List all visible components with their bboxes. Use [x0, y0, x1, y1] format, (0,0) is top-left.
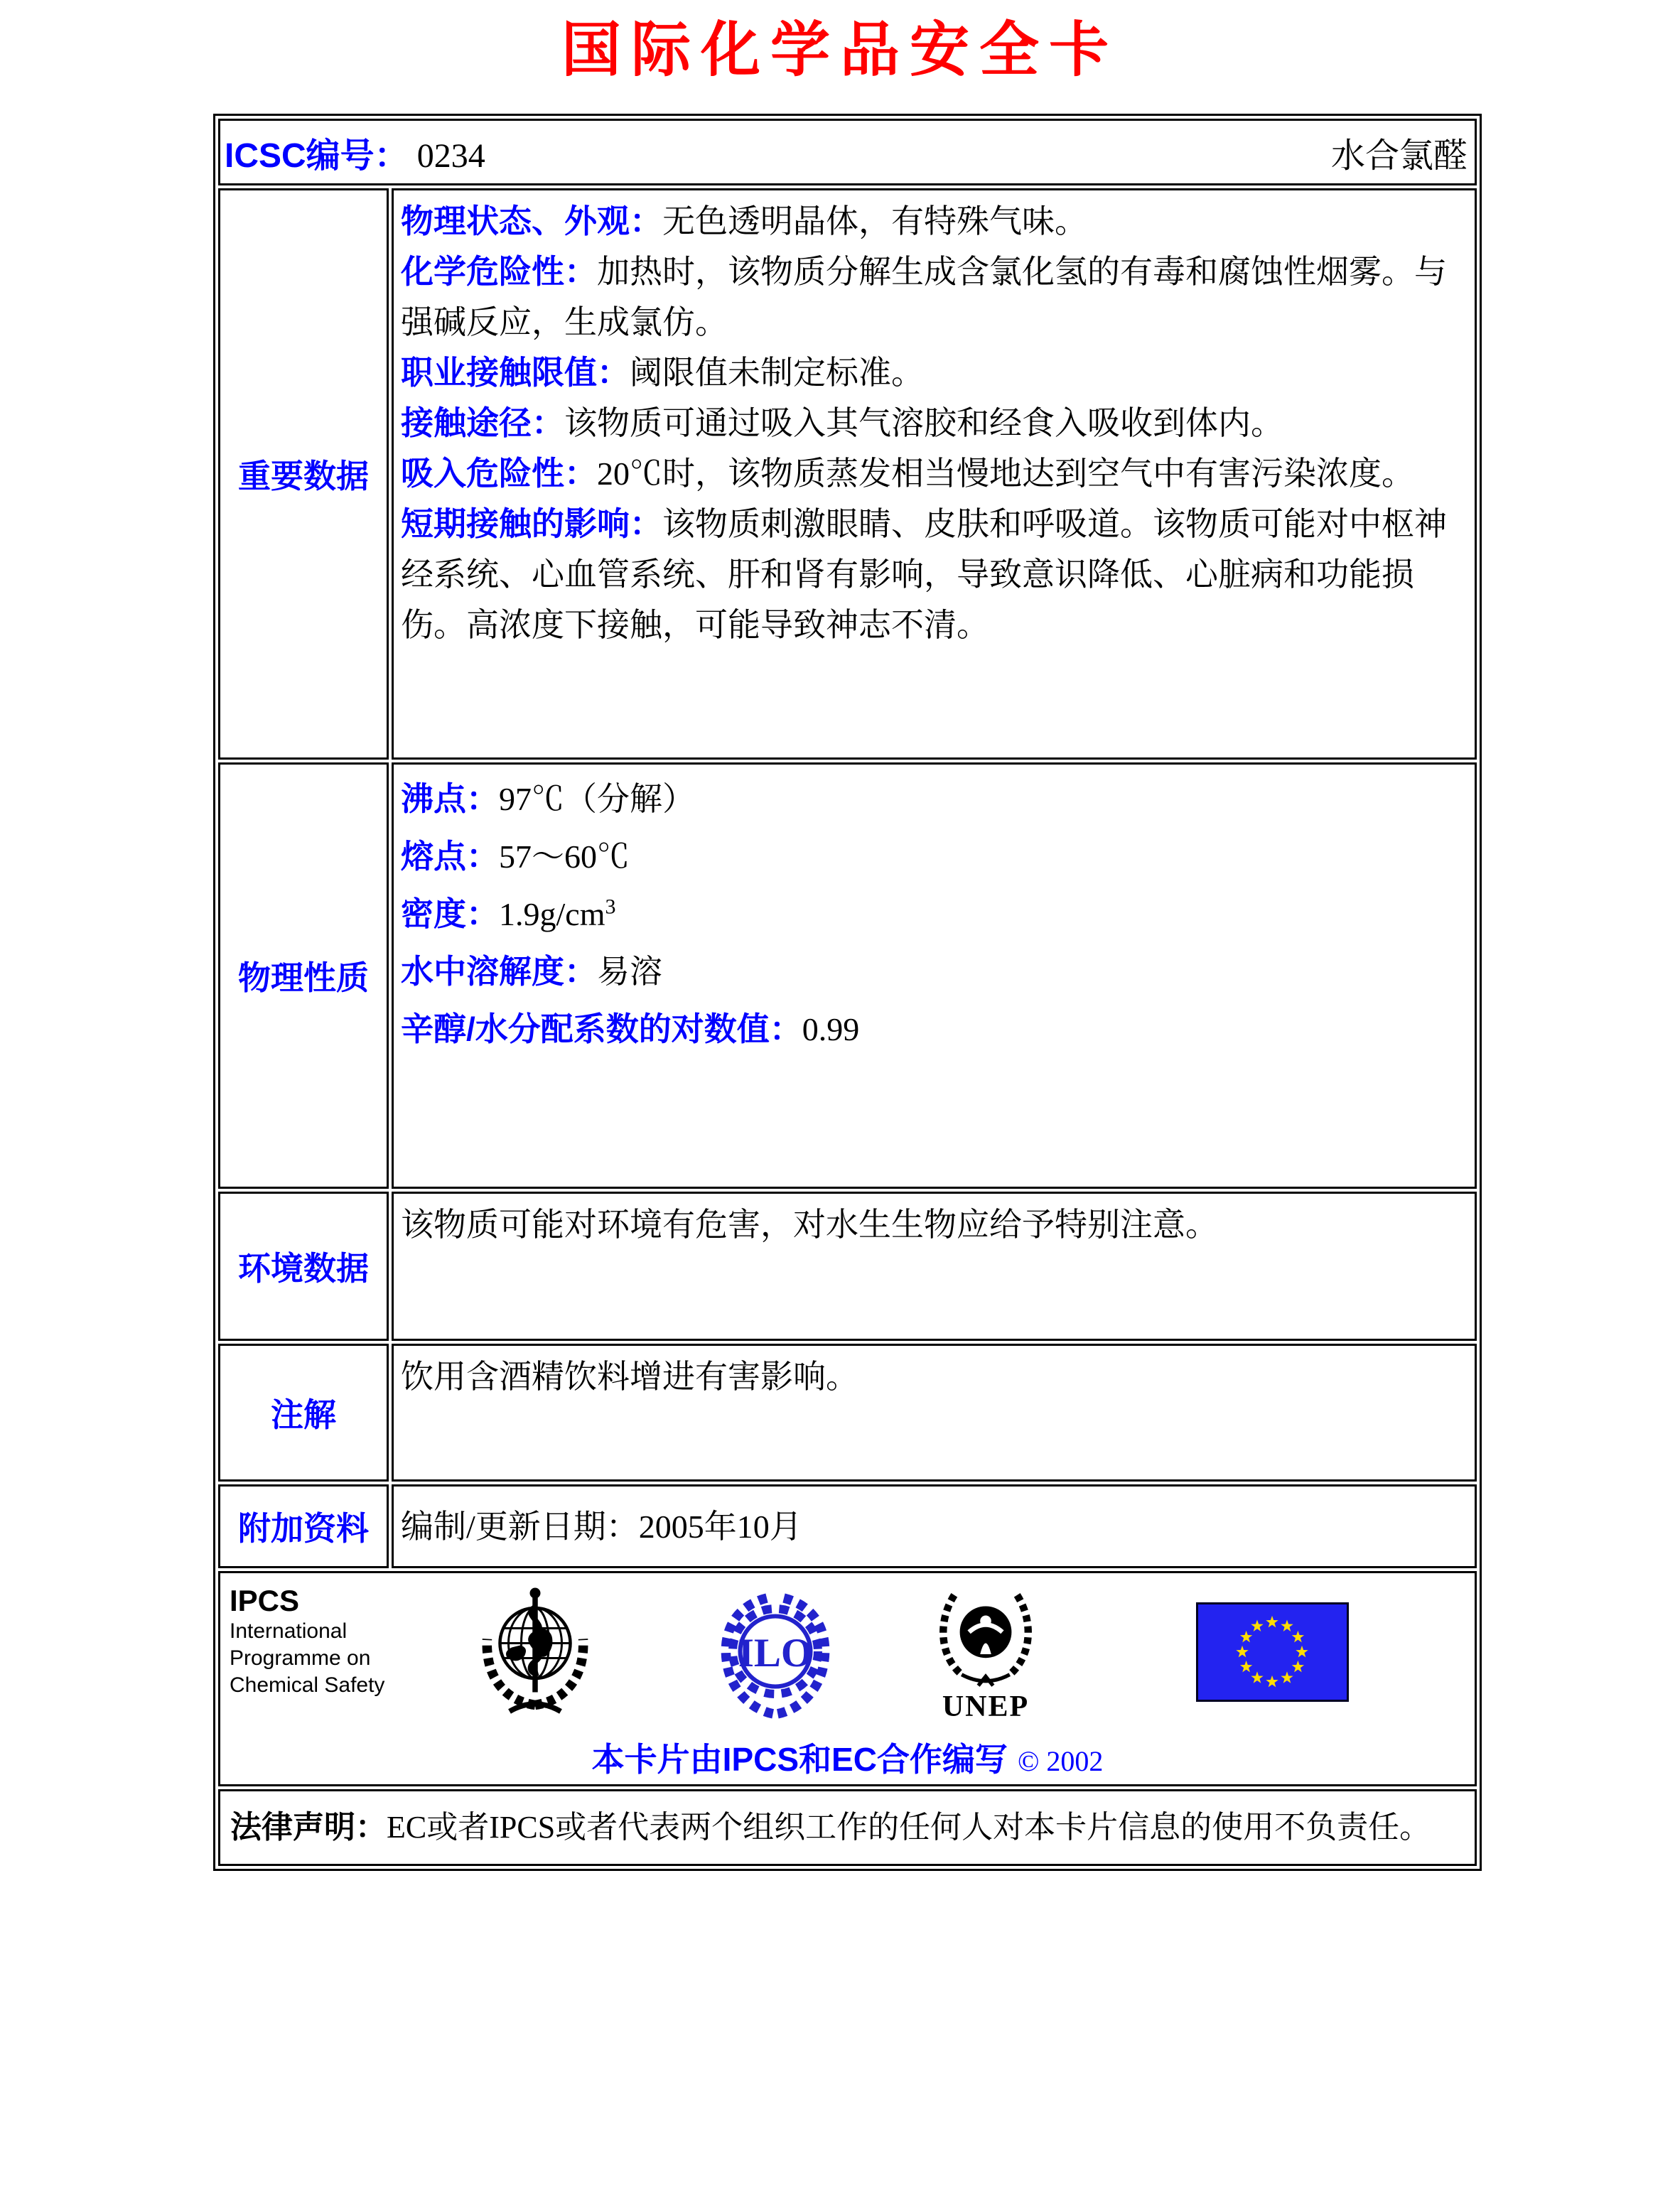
entry-text: 该物质刺激眼睛、皮肤和呼吸道。该物质可能对中枢神经系统、心血管系统、肝和肾有影响，导致意识降低、心脏病和功能损伤。高浓度下接触，可能导致神志不清。	[401, 506, 1447, 644]
update-date-value: 2005年10月	[638, 1508, 802, 1545]
table-row-legal	[218, 1789, 1477, 1866]
entry-label: 沸点：	[401, 780, 499, 818]
important-data-content	[392, 188, 1477, 760]
ipcs-line: International	[230, 1619, 348, 1644]
footer-cell	[218, 1571, 1477, 1786]
data-entry	[401, 770, 1465, 828]
table-row-environmental-data	[218, 1192, 1477, 1341]
entry-text: 1.9g/cm	[499, 896, 605, 933]
entry-label: 职业接触限值：	[401, 354, 630, 392]
ipcs-line: Chemical Safety	[230, 1673, 385, 1698]
icsc-number-value: 0234	[416, 136, 485, 175]
eu-flag-icon	[1196, 1602, 1349, 1702]
table-row-footer	[218, 1571, 1477, 1786]
physical-properties-content	[392, 762, 1477, 1189]
entry-text: 该物质可能对环境有危害，对水生生物应给予特别注意。	[401, 1207, 1218, 1243]
update-date-label: 编制/更新日期：	[401, 1508, 639, 1545]
entry-label: 短期接触的影响：	[401, 505, 662, 543]
notes-content	[392, 1344, 1477, 1482]
entry-text: 阈限值未制定标准。	[630, 355, 924, 392]
ipcs-title: IPCS	[230, 1584, 300, 1618]
data-entry	[401, 347, 1465, 398]
table-row-header	[218, 119, 1477, 185]
entry-text: 饮用含酒精饮料增进有害影响。	[401, 1359, 858, 1396]
data-entry	[401, 196, 1465, 247]
entry-text: 易溶	[597, 954, 662, 991]
table-row-important-data	[218, 188, 1477, 760]
svg-text:ILO: ILO	[738, 1631, 813, 1676]
data-entry	[401, 247, 1465, 347]
table-row-notes	[218, 1344, 1477, 1482]
row-label-physical-properties: 物理性质	[218, 762, 389, 1189]
page-title: 国际化学品安全卡	[561, 18, 1119, 84]
data-entry	[401, 499, 1465, 650]
entry-text: 加热时，该物质分解生成含氯化氢的有毒和腐蚀性烟雾。与强碱反应，生成氯仿。	[401, 254, 1447, 341]
entry-text: 20℃时，该物质蒸发相当慢地达到空气中有害污染浓度。	[597, 455, 1414, 492]
who-icon	[471, 1585, 599, 1720]
legal-text: EC或者IPCS或者代表两个组织工作的任何人对本卡片信息的使用不负责任。	[387, 1810, 1431, 1845]
legal-label: 法律声明：	[230, 1810, 387, 1845]
data-entry	[401, 828, 1465, 885]
data-entry	[401, 398, 1465, 448]
footer-caption	[221, 1734, 1474, 1781]
legal-cell	[218, 1789, 1477, 1866]
caption-copyright: © 2002	[1017, 1745, 1104, 1778]
row-label-environmental-data: 环境数据	[218, 1192, 389, 1341]
row-label-additional-info: 附加资料	[218, 1484, 389, 1568]
ilo-icon	[711, 1590, 839, 1722]
entry-text: 0.99	[802, 1011, 860, 1048]
icsc-number-label: ICSC编号：	[225, 136, 409, 175]
environmental-data-content	[392, 1192, 1477, 1341]
entry-label: 熔点：	[401, 838, 499, 875]
entry-text: 该物质可通过吸入其气溶胶和经食入吸收到体内。	[564, 405, 1283, 442]
density-superscript: 3	[605, 895, 616, 919]
chemical-name: 水合氯醛	[1330, 136, 1468, 175]
data-entry	[401, 448, 1465, 499]
caption-text: 本卡片由IPCS和EC合作编写	[591, 1741, 1008, 1779]
entry-label: 密度：	[401, 895, 499, 933]
additional-info-content	[392, 1484, 1477, 1568]
table-row-physical-properties	[218, 762, 1477, 1189]
icsc-number-group	[225, 128, 485, 177]
icsc-table	[213, 114, 1482, 1871]
row-label-notes: 注解	[218, 1344, 389, 1482]
data-entry	[401, 885, 1465, 943]
entry-label: 接触途径：	[401, 404, 564, 442]
entry-label: 物理状态、外观：	[401, 203, 662, 240]
entry-text: 97℃（分解）	[499, 781, 695, 818]
entry-label: 水中溶解度：	[401, 953, 597, 991]
data-entry	[401, 943, 1465, 1000]
entry-text: 无色透明晶体，有特殊气味。	[662, 203, 1087, 240]
ipcs-line: Programme on	[230, 1646, 371, 1671]
entry-label: 辛醇/水分配系数的对数值：	[401, 1010, 802, 1048]
entry-text: 57～60℃	[499, 838, 630, 875]
unep-logo-block	[930, 1584, 1041, 1724]
unep-icon	[930, 1584, 1041, 1690]
data-entry	[401, 1000, 1465, 1058]
entry-label: 化学危险性：	[401, 253, 597, 291]
table-row-additional-info	[218, 1484, 1477, 1568]
row-label-important-data: 重要数据	[218, 188, 389, 760]
entry-label: 吸入危险性：	[401, 455, 597, 492]
unep-word: UNEP	[942, 1690, 1030, 1724]
ipcs-text-block	[230, 1584, 420, 1699]
header-cell	[218, 119, 1477, 185]
